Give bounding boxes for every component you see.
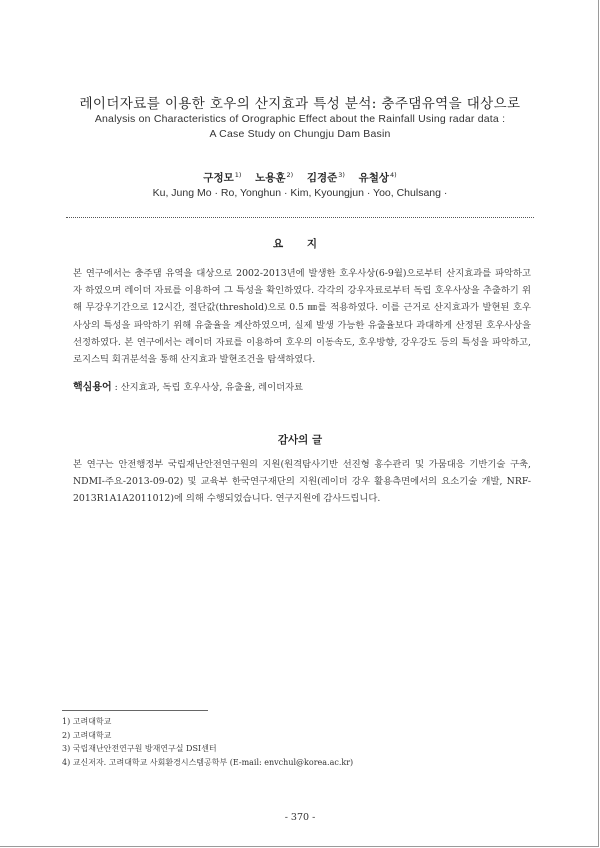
paper-title-english-line2: A Case Study on Chungju Dam Basin [209,128,391,140]
paper-title-english-line1: Analysis on Characteristics of Orographic Effect about the Rainfall Using radar data : [94,113,506,125]
keywords-terms: 산지효과, 독립 호우사상, 유출율, 레이더자료 [120,382,304,393]
author-4-name: 유철상 [358,172,390,184]
keywords-line [73,378,531,393]
acknowledgement-heading: 감사의 글 [277,434,323,446]
paper-title-korean: 레이더자료를 이용한 호우의 산지효과 특성 분석: 충주댐유역을 대상으로 [79,96,521,112]
footnote-divider [62,710,208,711]
keywords-label: 핵심용어 [73,382,112,393]
author-3-footnote-mark: 3) [338,171,345,179]
header-divider [66,217,534,218]
footnote-2: 2) 고려대학교 [62,730,112,740]
author-4 [359,172,397,184]
author-list-korean [0,170,600,185]
author-2-name: 노용훈 [255,172,286,184]
footnote-1: 1) 고려대학교 [62,717,112,726]
footnote-4: 4) 교신저자. 고려대학교 사회환경시스템공학부 (E-mail: envchul@korea.ac.kr) [62,757,354,767]
author-1-name: 구정모 [203,172,234,184]
abstract-body: 본 연구에서는 충주댐 유역을 대상으로 2002-2013년에 발생한 호우사상(6-9월)으로부터 산지효과를 파악하고자 하였으며 레이더 자료를 이용하여 그 특성을 확인하였다. 각각의 강우자료로부터 독립 호우사상을 추출하기 위해 무강우기간으로 12시간, 절단값(threshold)으로 0.5 ㎜를 적용하였다. 이를 근거로 산지효과가 발현된 호우사상의 특성을 파악하기 위해 유출율을 계산하였으며, 실제 발생 가능한 유출율보다 과대하게 산정된 호우사상을 선정하였다. 본 연구에서는 레이더 자료를 이용하여 호우의 이동속도, 호우방향, 강우강도 등의 특성을 파악하고, 로지스틱 회귀분석을 통해 산지효과 발현조건을 탐색하였다. [73,268,531,366]
author-1-footnote-mark: 1) [234,171,242,179]
author-2-footnote-mark: 2) [286,171,294,179]
author-3-name: 김경준 [306,172,338,184]
author-3 [307,172,345,184]
author-2 [255,172,293,184]
acknowledgement-body: 본 연구는 안전행정부 국립재난안전연구원의 지원(원격탐사기반 선진형 홍수관리 및 가뭄대응 기반기술 구축, NDMI-주요-2013-09-02) 및 교육부 한국연구재단의 지원(레이더 강우 활용측면에서의 요소기술 개발, NRF-2013R1A1A2011012)에 의해 수행되었습니다. 연구지원에 감사드립니다. [73,459,531,505]
footnote-3: 3) 국립재난안전연구원 방재연구실 DSI센터 [62,744,217,753]
page-number: - 370 - [284,812,316,823]
abstract-heading: 요 지 [273,238,327,250]
author-4-footnote-mark: 4) [390,171,397,179]
author-1 [203,172,241,184]
keywords-separator: : [111,382,121,393]
footnotes [62,715,532,769]
author-list-english: Ku, Jung Mo · Ro, Yonghun · Kim, Kyoungjun · Yoo, Chulsang · [152,187,448,199]
